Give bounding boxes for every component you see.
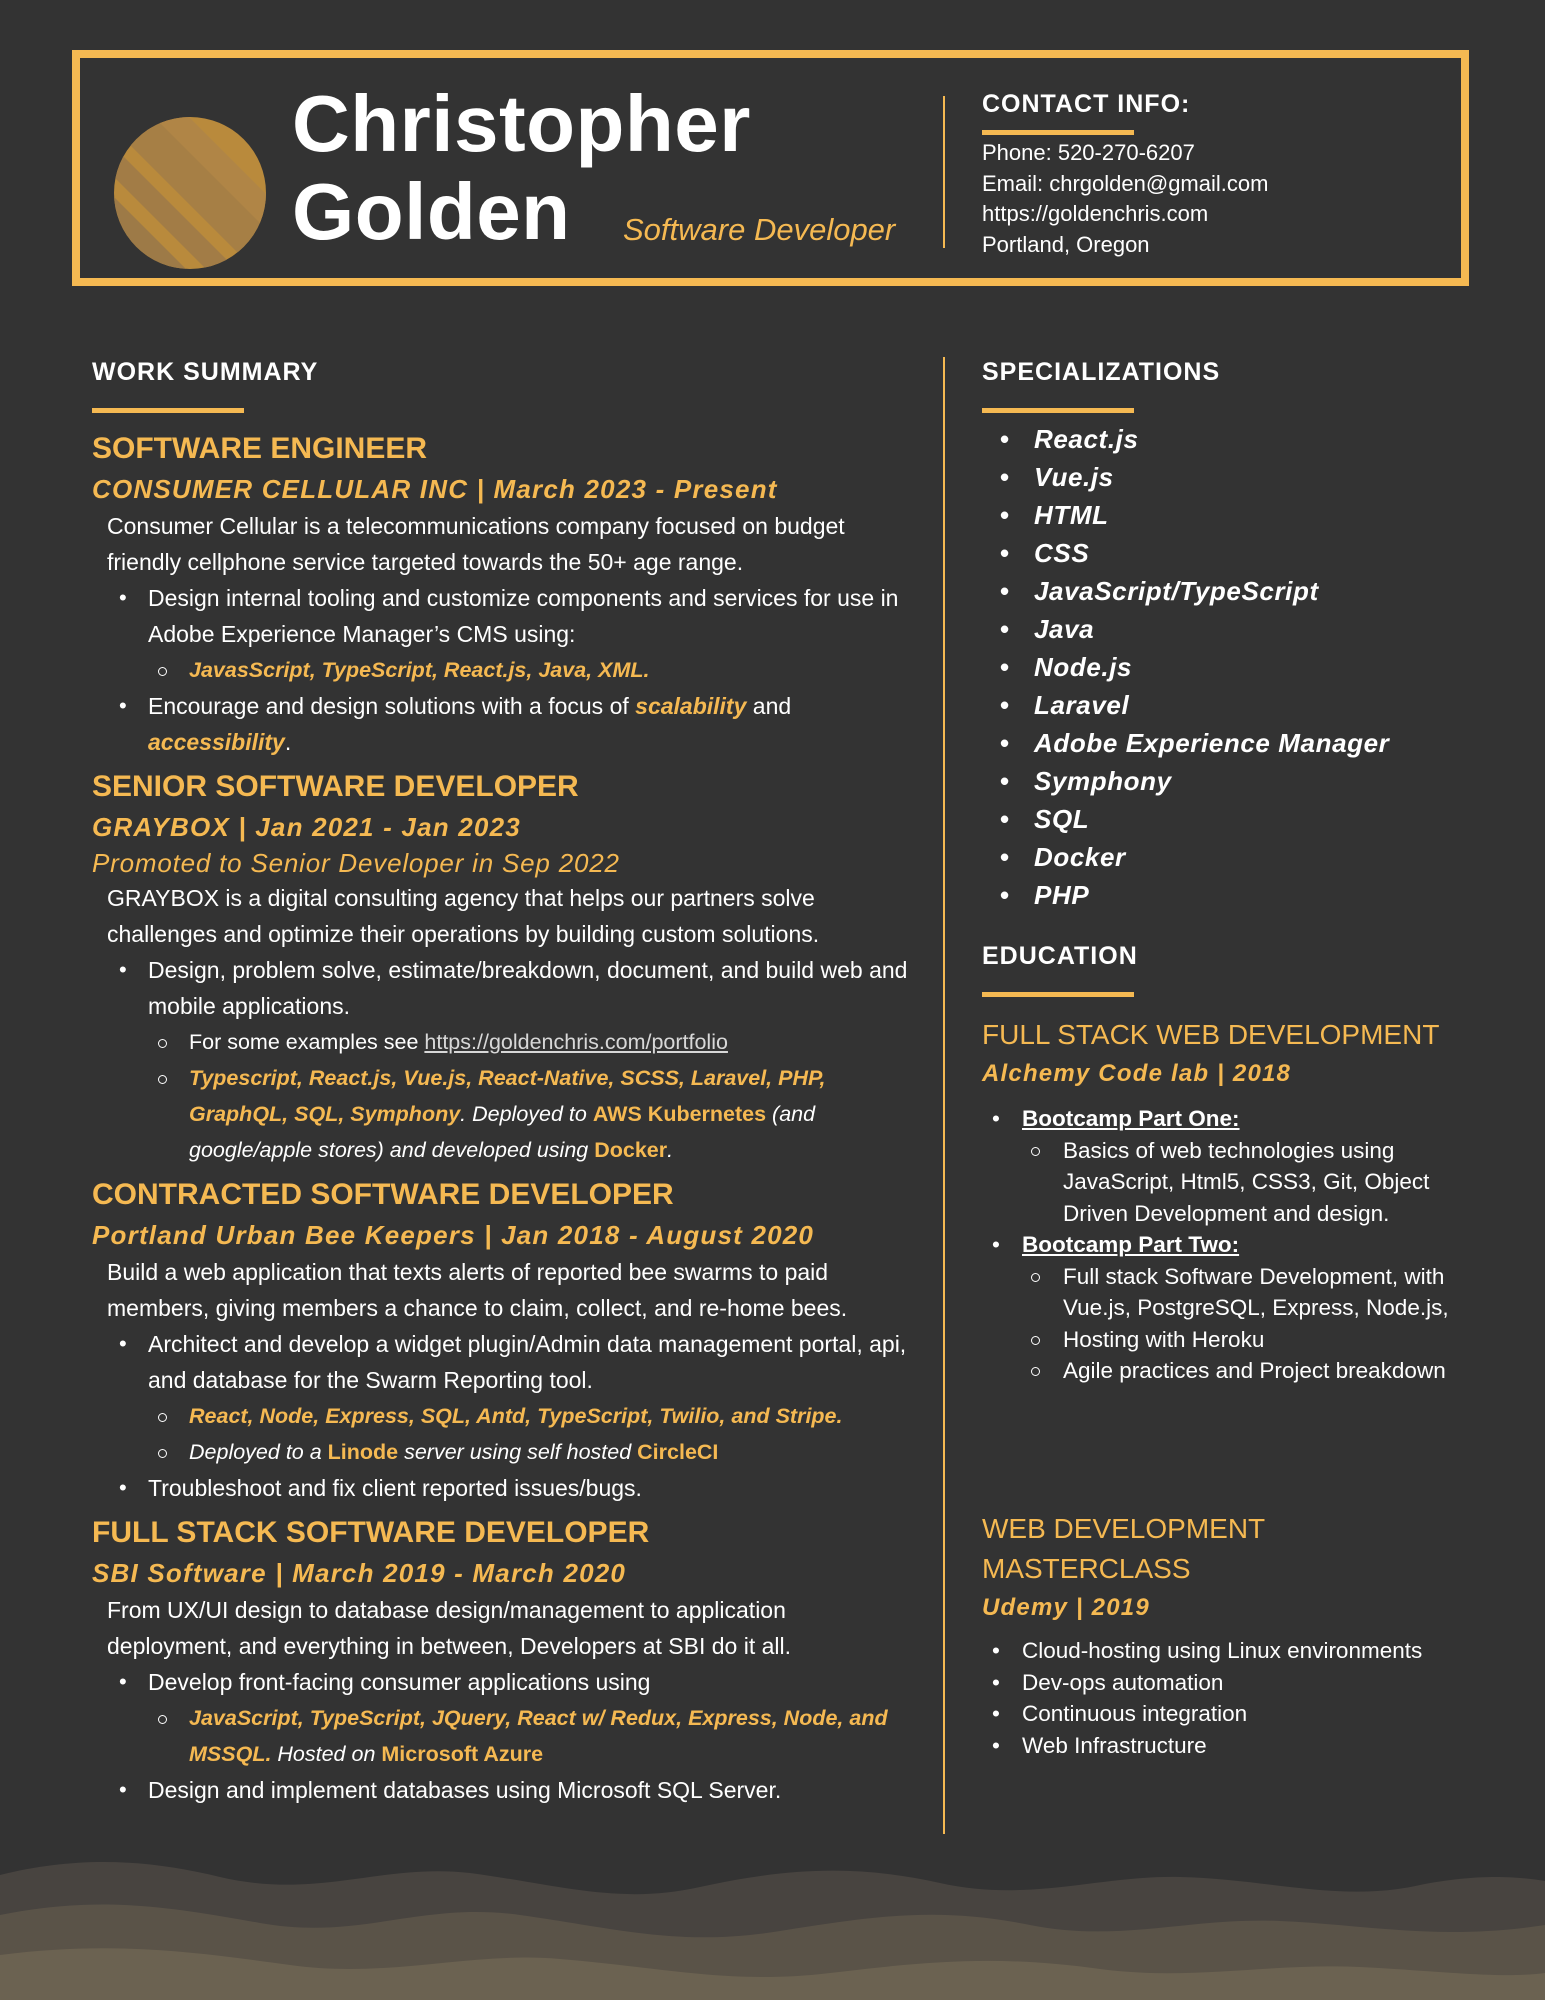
contact-info — [982, 138, 1268, 260]
education-bullet: • Dev-ops automation — [982, 1667, 1462, 1699]
work-summary-title: WORK SUMMARY — [92, 358, 319, 386]
job-entry — [92, 428, 912, 760]
education-bullet: • Bootcamp Part One: Basics of web technologies using JavaScript, Html5, CSS3, Git, Object Driven Development and design. — [982, 1103, 1462, 1229]
last-name: Golden — [292, 167, 571, 256]
job-bullet: • Design and implement databases using Microsoft SQL Server. — [107, 1772, 912, 1808]
education-bullet: • Bootcamp Part Two: Full stack Software Development, with Vue.js, PostgreSQL, Express, Node.js, Hosting with Heroku Agile practices and Project breakdown — [982, 1229, 1462, 1387]
work-summary — [92, 428, 912, 1814]
education-subbullet: Full stack Software Development, with Vue.js, PostgreSQL, Express, Node.js, — [1022, 1261, 1462, 1324]
specialization-item: • Docker — [982, 838, 1389, 876]
contact-location: Portland, Oregon — [982, 231, 1150, 257]
specialization-item: • HTML — [982, 496, 1389, 534]
education-underline — [982, 992, 1134, 997]
contact-title: CONTACT INFO: — [982, 90, 1191, 118]
education-entry — [982, 1509, 1462, 1761]
job-subbullet: Deployed to a Linode server using self hosted CircleCI — [148, 1434, 912, 1470]
first-name: Christopher — [292, 79, 751, 168]
job-title: FULL STACK SOFTWARE DEVELOPER — [92, 1516, 650, 1549]
job-description: GRAYBOX is a digital consulting agency that helps our partners solve challenges and optimize their operations by building custom solutions. — [107, 885, 820, 947]
contact-phone: Phone: 520-270-6207 — [982, 140, 1195, 165]
job-description: Consumer Cellular is a telecommunications company focused on budget friendly cellphone service targeted towards the 50+ age range. — [107, 513, 845, 575]
job-description: Build a web application that texts alerts of reported bee swarms to paid members, giving members a chance to claim, collect, and re-home bees. — [107, 1259, 848, 1321]
job-bullet: • Encourage and design solutions with a focus of scalability and accessibility. — [107, 688, 912, 760]
specialization-item: • Symphony — [982, 762, 1389, 800]
contact-underline — [982, 130, 1134, 135]
specialization-item: • Adobe Experience Manager — [982, 724, 1389, 762]
specialization-item: • JavaScript/TypeScript — [982, 572, 1389, 610]
specialization-item: • PHP — [982, 876, 1389, 914]
job-entry — [92, 1174, 912, 1506]
education-meta-1: Alchemy Code lab | 2018 — [982, 1060, 1292, 1087]
specialization-item: • Node.js — [982, 648, 1389, 686]
job-bullet: • Design, problem solve, estimate/breakdown, document, and build web and mobile applications. For some examples see https://goldenchris.com/portfolio Typescript, React.js, Vue.js, React-Native, SCSS, Laravel, PHP, GraphQL, SQL, Symphony. Deployed to AWS Kubernetes (and google/apple stores) and developed using Docker. — [107, 952, 912, 1168]
education-entry — [982, 1015, 1462, 1387]
education-title-1: FULL STACK WEB DEVELOPMENT — [982, 1019, 1440, 1050]
job-subbullet: JavaScript, TypeScript, JQuery, React w/ Redux, Express, Node, and MSSQL. Hosted on Microsoft Azure — [148, 1700, 912, 1772]
job-entry — [92, 1512, 912, 1808]
job-bullet: • Architect and develop a widget plugin/Admin data management portal, api, and database for the Swarm Reporting tool. React, Node, Express, SQL, Antd, TypeScript, Twilio, and Stripe. Deployed to a Linode server using self hosted CircleCI — [107, 1326, 912, 1470]
job-subbullet: Typescript, React.js, Vue.js, React-Native, SCSS, Laravel, PHP, GraphQL, SQL, Symphony. Deployed to AWS Kubernetes (and google/apple stores) and developed using Docker. — [148, 1060, 912, 1168]
specialization-item: • SQL — [982, 800, 1389, 838]
education-bullet: • Cloud-hosting using Linux environments — [982, 1635, 1462, 1667]
specialization-item: • Java — [982, 610, 1389, 648]
education-bullet: • Web Infrastructure — [982, 1730, 1462, 1762]
education-subbullet: Basics of web technologies using JavaScript, Html5, CSS3, Git, Object Driven Development and design. — [1022, 1135, 1462, 1230]
specializations-underline — [982, 408, 1134, 413]
job-bullet: • Develop front-facing consumer applications using JavaScript, TypeScript, JQuery, React w/ Redux, Express, Node, and MSSQL. Hosted on Microsoft Azure — [107, 1664, 912, 1772]
decorative-waves — [0, 1855, 1545, 2000]
education-subbullet: Hosting with Heroku — [1022, 1324, 1462, 1356]
header-divider — [943, 96, 945, 248]
education-meta-2: Udemy | 2019 — [982, 1594, 1150, 1621]
column-divider — [943, 357, 945, 1834]
job-role: Software Developer — [623, 212, 896, 247]
job-meta: CONSUMER CELLULAR INC | March 2023 - Present — [92, 474, 778, 504]
specializations-title: SPECIALIZATIONS — [982, 358, 1221, 386]
education-title-2: WEB DEVELOPMENT MASTERCLASS — [982, 1513, 1265, 1584]
logo-circle-icon — [114, 117, 266, 269]
job-meta: Portland Urban Bee Keepers | Jan 2018 - August 2020 — [92, 1220, 815, 1250]
contact-email: Email: chrgolden@gmail.com — [982, 170, 1269, 196]
portfolio-link[interactable]: https://goldenchris.com/portfolio — [424, 1030, 728, 1054]
job-subbullet: JavasScript, TypeScript, React.js, Java, XML. — [148, 652, 912, 688]
contact-website: https://goldenchris.com — [982, 201, 1209, 226]
specialization-item: • Vue.js — [982, 458, 1389, 496]
specialization-item: • CSS — [982, 534, 1389, 572]
job-bullet: • Troubleshoot and fix client reported issues/bugs. — [107, 1470, 912, 1506]
job-description: From UX/UI design to database design/management to application deployment, and everything in between, Developers at SBI do it all. — [107, 1597, 792, 1659]
education-bullet: • Continuous integration — [982, 1698, 1462, 1730]
job-bullet: • Design internal tooling and customize components and services for use in Adobe Experience Manager’s CMS using: JavasScript, TypeScript, React.js, Java, XML. — [107, 580, 912, 688]
job-subbullet: For some examples see https://goldenchris.com/portfolio — [148, 1024, 912, 1060]
job-title: SENIOR SOFTWARE DEVELOPER — [92, 770, 579, 803]
work-summary-underline — [92, 408, 244, 413]
job-meta: GRAYBOX | Jan 2021 - Jan 2023 — [92, 812, 521, 842]
job-subbullet: React, Node, Express, SQL, Antd, TypeScript, Twilio, and Stripe. — [148, 1398, 912, 1434]
job-title: CONTRACTED SOFTWARE DEVELOPER — [92, 1178, 674, 1211]
specialization-item: • Laravel — [982, 686, 1389, 724]
job-meta: SBI Software | March 2019 - March 2020 — [92, 1558, 627, 1588]
specializations-list — [982, 420, 1389, 914]
job-entry — [92, 766, 912, 1168]
specialization-item: • React.js — [982, 420, 1389, 458]
job-promotion-note: Promoted to Senior Developer in Sep 2022 — [92, 848, 620, 878]
education-title: EDUCATION — [982, 942, 1138, 970]
education-subbullet: Agile practices and Project breakdown — [1022, 1355, 1462, 1387]
job-title: SOFTWARE ENGINEER — [92, 432, 428, 465]
